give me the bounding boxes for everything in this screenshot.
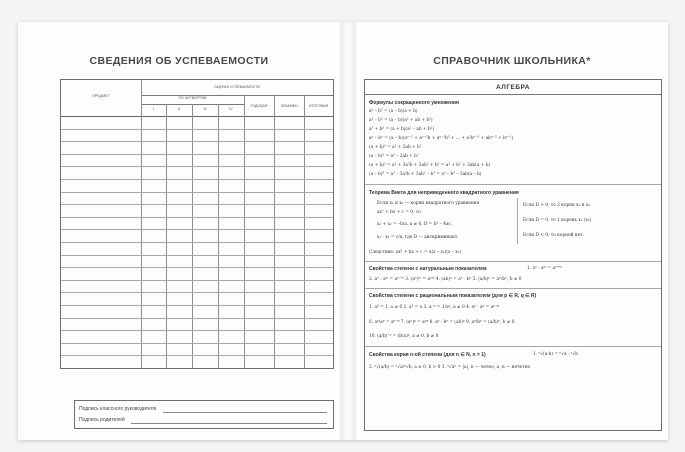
power-property: 1. aⁿ · aᵐ = aⁿ⁺ᵐ xyxy=(527,266,562,271)
formula-line: (a – b)² = a² – 2ab + b² xyxy=(369,154,419,159)
table-row-line xyxy=(61,217,333,218)
table-row-line xyxy=(61,343,333,344)
table-row-line xyxy=(61,166,333,167)
discriminant-case: Если D < 0, то корней нет. xyxy=(523,233,584,238)
algebra-heading: АЛГЕБРА xyxy=(496,84,530,91)
rational-property: 6. aᵖ/aᵠ = aᵖ⁻ᵠ 7. (aᵖ)ᵠ = aᵖᵠ 8. aᵖ · bᵖ = (ab)ᵖ 9. aᵖ/bᵖ = (a/b)ᵖ, b ≠ 0 xyxy=(369,320,515,325)
formula-line: a² – b² = (a – b)(a + b) xyxy=(369,109,418,114)
table-row-line xyxy=(61,242,333,243)
vieta-line: Если x₁ и x₂ — корни квадратного уравнения xyxy=(377,201,480,206)
header-quarters: ПО ЧЕТВЕРТЯМ xyxy=(178,96,207,100)
header-quarter-3: III xyxy=(203,107,207,111)
formula-line: a³ – b³ = (a – b)(a² + ab + b²) xyxy=(369,118,433,123)
reference-page xyxy=(356,22,668,440)
header-quarter-4: IV xyxy=(229,107,233,111)
abridged-multiplication-title: Формулы сокращенного умножения xyxy=(369,100,459,106)
natural-power-title: Свойства степени с натуральным показателем xyxy=(369,266,487,272)
rational-property: 10. (a/b)⁻ᵖ = (b/a)ᵖ, a ≠ 0, b ≠ 0 xyxy=(369,334,439,339)
table-row-line xyxy=(61,280,333,281)
root-property: 1. ⁿ√(a·b) = ⁿ√a · ⁿ√b xyxy=(533,352,579,357)
formula-line: a³ + b³ = (a + b)(a² – ab + b²) xyxy=(369,127,435,132)
table-row-line xyxy=(61,179,333,180)
rational-property: 1. a⁰ = 1, a ≠ 0 2. a¹ = a 3. a⁻ᵖ = 1/aᵖ, a ≠ 0 4. aᵖ · aᵠ = aᵖ⁺ᵠ xyxy=(369,305,500,310)
formula-line: aⁿ – bⁿ = (a – b)(aⁿ⁻¹ + aⁿ⁻²b + aⁿ⁻³b² + ... + a²bⁿ⁻³ + abⁿ⁻² + bⁿ⁻¹) xyxy=(369,136,514,141)
vieta-title: Теорема Виета для неприведенного квадратного уравнения xyxy=(369,190,519,196)
table-row-line xyxy=(61,318,333,319)
vieta-line: x₁ + x₂ = –b/a, a ≠ 0, D = b² – 4ac, xyxy=(377,222,453,227)
header-quarter-2: II xyxy=(178,107,180,111)
formula-line: (a + b)² = a² + 2ab + b² xyxy=(369,145,422,150)
vieta-line: x₁ · x₂ = c/a, где D — дискриминант. xyxy=(377,235,459,240)
header-quarter-1: I xyxy=(153,107,154,111)
grades-table xyxy=(60,79,334,369)
table-row-line xyxy=(61,305,333,306)
header-subject: ПРЕДМЕТ xyxy=(92,94,110,98)
table-row-line xyxy=(61,154,333,155)
discriminant-case: Если D > 0, то 2 корня x₁ и x₂ xyxy=(523,203,591,208)
vieta-line: ax² + bx + c = 0, то xyxy=(377,210,421,215)
table-row-line xyxy=(61,129,333,130)
grades-page xyxy=(18,22,340,440)
signature-box xyxy=(74,400,334,429)
power-property: 2. aⁿ : aᵐ = aⁿ⁻ᵐ 3. (aⁿ)ᵐ = aⁿᵐ 4. (ab)ⁿ = aⁿ · bⁿ 5. (a/b)ⁿ = aⁿ/bⁿ, b ≠ 0 xyxy=(369,277,522,282)
header-final: ИТОГОВАЯ xyxy=(308,104,329,108)
book-gutter xyxy=(340,22,356,440)
notebook-spread xyxy=(18,22,668,440)
header-exam: ЭКЗАМЕН xyxy=(280,104,298,108)
reference-frame xyxy=(364,79,662,431)
discriminant-case: Если D = 0, то 1 корень x₁ (x₂) xyxy=(523,218,592,223)
table-row-line xyxy=(61,292,333,293)
parents-signature-label: Подпись родителей xyxy=(79,417,125,423)
class-teacher-signature-label: Подпись классного руководителя xyxy=(79,406,157,412)
rational-power-title: Свойства степени с рациональным показателем (для p ∈ R, q ∈ R) xyxy=(369,293,537,299)
grades-title: СВЕДЕНИЯ ОБ УСПЕВАЕМОСТИ xyxy=(89,55,269,67)
table-row-line xyxy=(61,141,333,142)
table-row-line xyxy=(61,255,333,256)
table-row-line xyxy=(61,267,333,268)
root-property: 2. ⁿ√(a/b) = ⁿ√a/ⁿ√b, a ≥ 0, b > 0 3. ⁿ√aⁿ = |a|, n — четно; a, n — нечетно xyxy=(369,365,531,370)
table-row-line xyxy=(61,330,333,331)
header-grades: ОЦЕНКА УСПЕВАЕМОСТИ xyxy=(214,85,260,89)
reference-title: СПРАВОЧНИК ШКОЛЬНИКА* xyxy=(433,55,591,67)
formula-line: (a – b)³ = a³ – 3a²b + 3ab² – b³ = a³ – b³ – 3ab(a – b) xyxy=(369,172,482,177)
table-row-line xyxy=(61,204,333,205)
header-annual: ГОДОВАЯ xyxy=(250,104,268,108)
vieta-corollary: Следствие: ax² + bx + c = a(x – x₁)(x – x₂) xyxy=(369,250,462,255)
table-row-line xyxy=(61,229,333,230)
root-title: Свойства корня n-ой степени (для n ∈ N, n > 1) xyxy=(369,352,486,358)
formula-line: (a + b)³ = a³ + 3a²b + 3ab² + b³ = a³ + b³ + 3ab(a + b) xyxy=(369,163,491,168)
table-row-line xyxy=(61,192,333,193)
table-row-line xyxy=(61,355,333,356)
